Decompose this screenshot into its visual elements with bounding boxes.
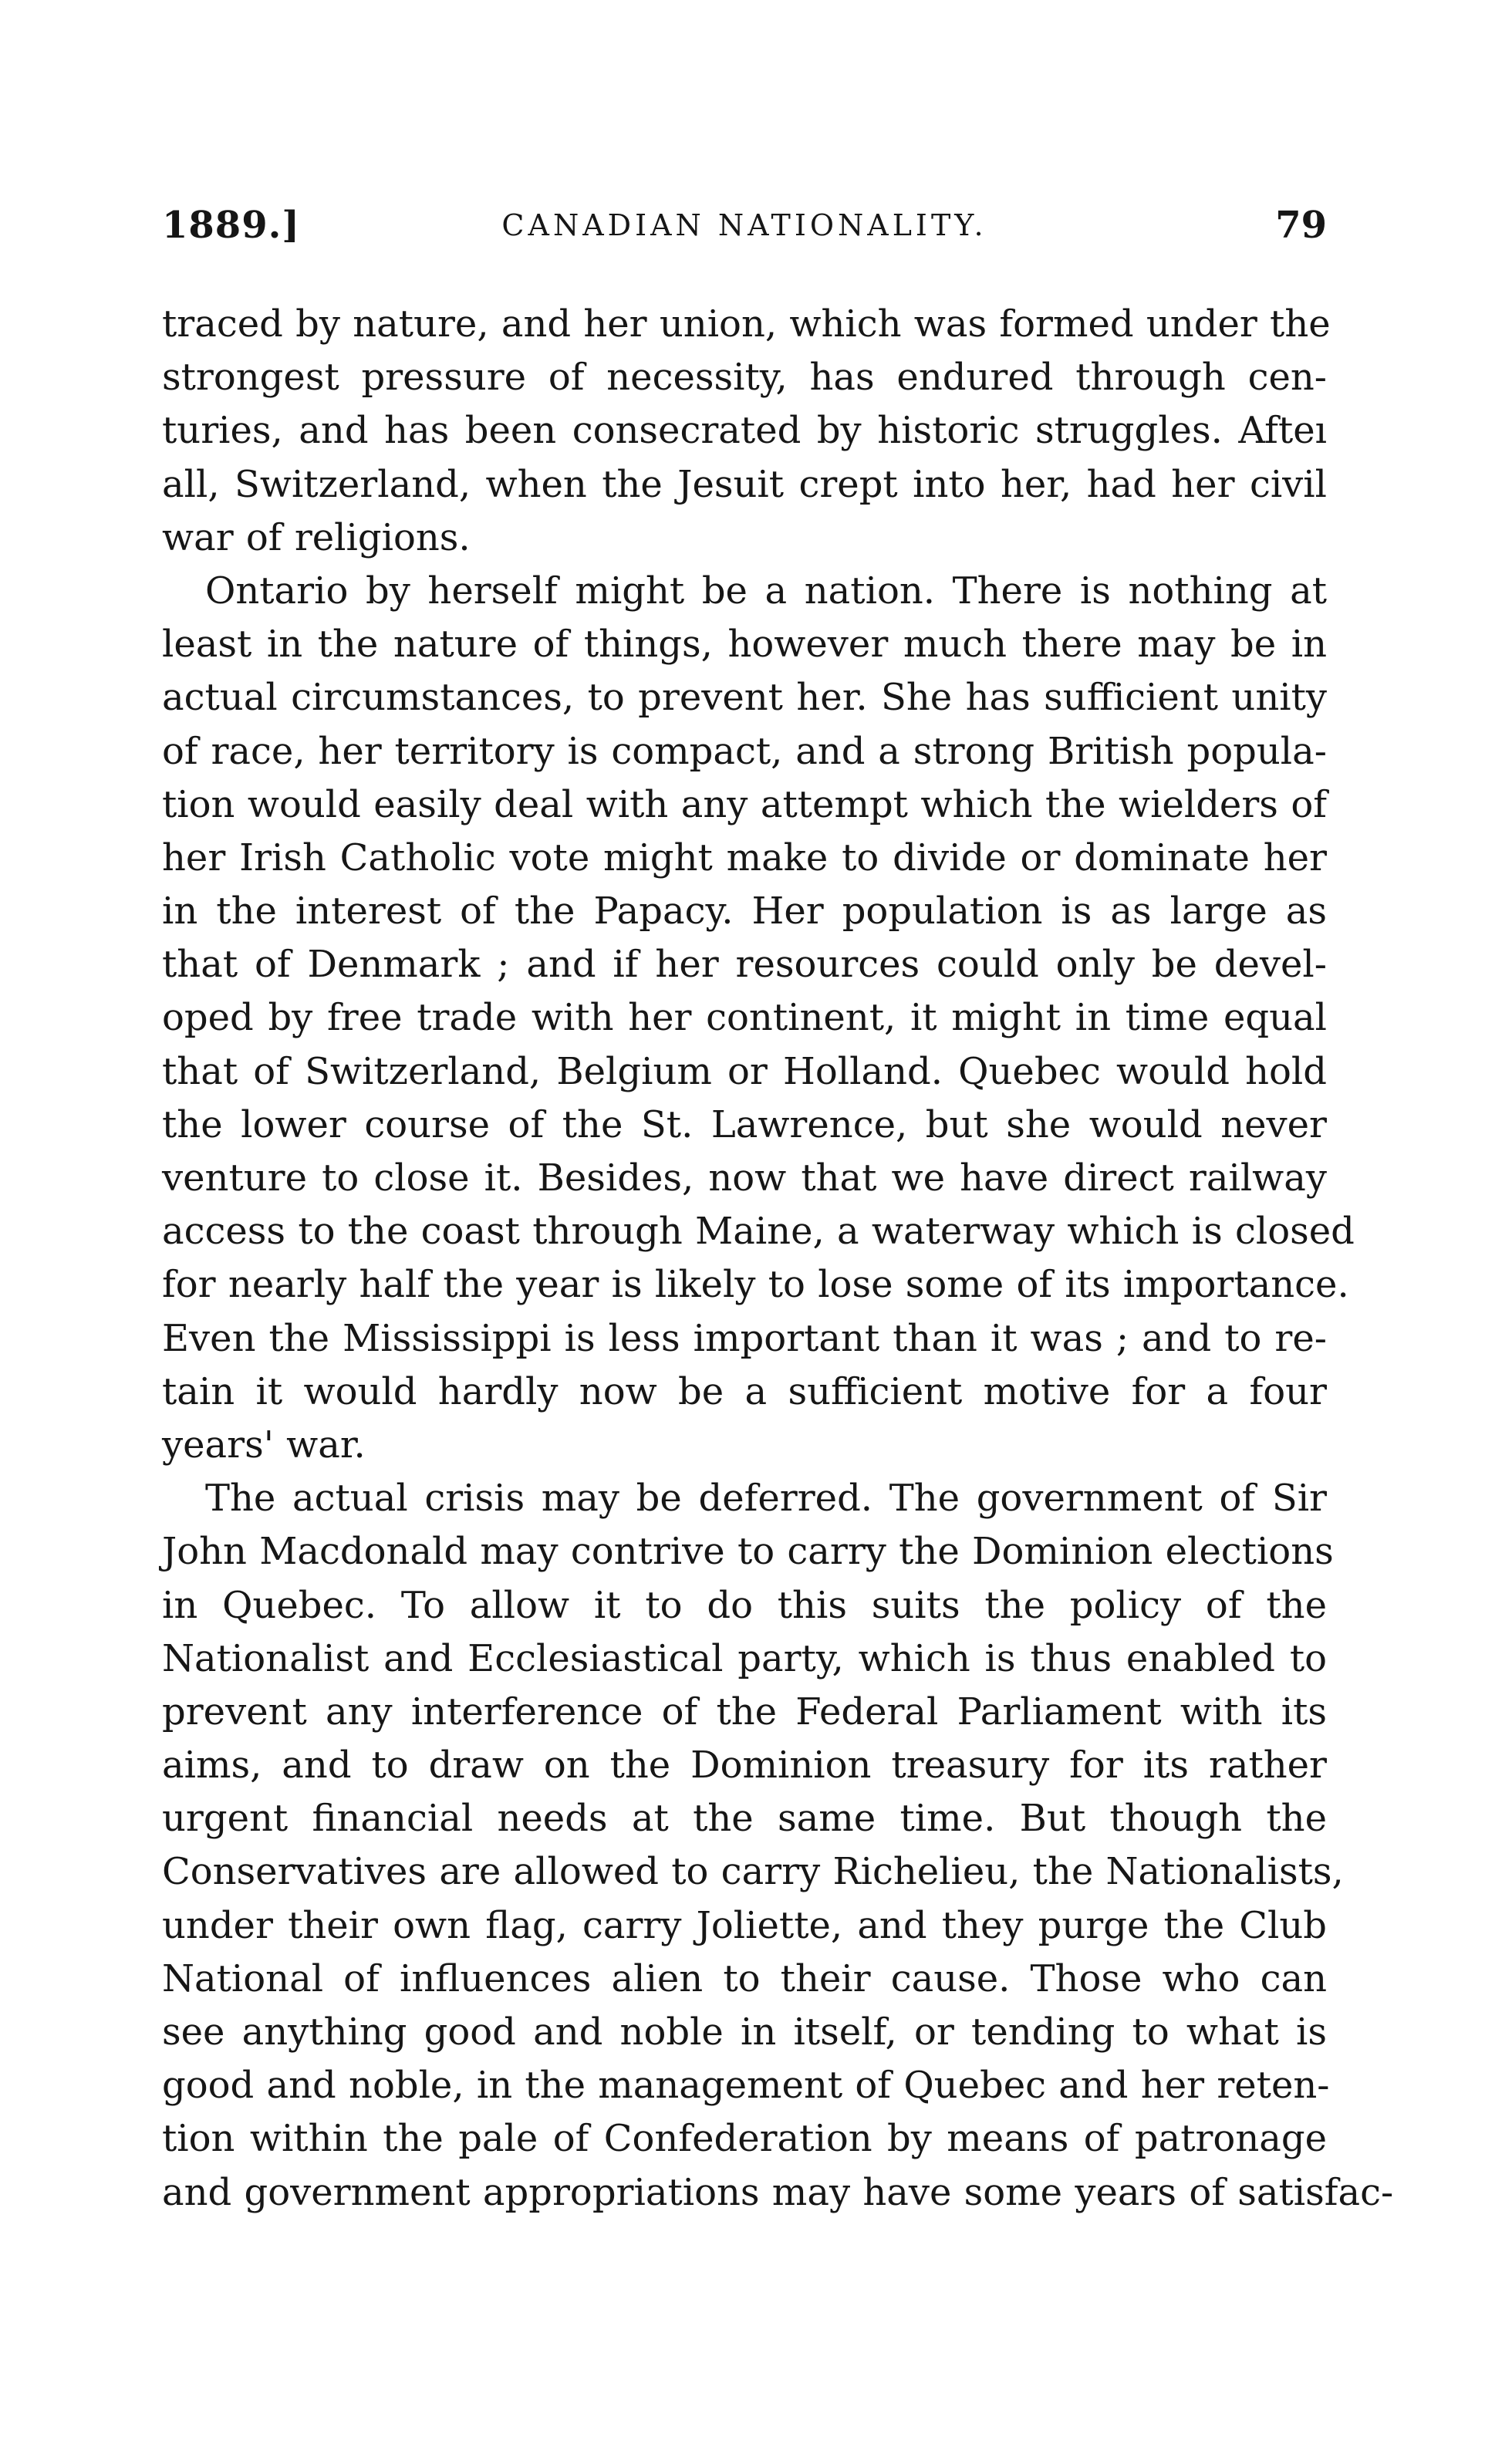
text-line: oped by free trade with her continent, it might in time equal [162, 996, 1327, 1040]
text-line: good and noble, in the management of Quebec and her reten- [162, 2064, 1330, 2108]
running-header [162, 204, 1327, 258]
text-line: for nearly half the year is likely to lose some of its importance. [162, 1263, 1349, 1307]
header-title: CANADIAN NATIONALITY. [501, 208, 987, 242]
page-number: 79 [1275, 204, 1327, 247]
text-line: National of influences alien to their cause. Those who can [162, 1956, 1327, 2000]
text-line: turies, and has been consecrated by historic struggles. Afteı [162, 409, 1327, 453]
text-line: war of religions. [162, 515, 471, 559]
text-line: that of Switzerland, Belgium or Holland. Quebec would hold [162, 1049, 1327, 1093]
text-line: prevent any interference of the Federal Parliament with its [162, 1690, 1327, 1734]
text-line: The actual crisis may be deferred. The government of Sir [205, 1477, 1327, 1521]
body-text [162, 298, 1394, 2220]
text-line: traced by nature, and her union, which was formed under the [162, 302, 1331, 346]
text-line: in the interest of the Papacy. Her population is as large as [162, 890, 1327, 933]
text-line: years' war. [162, 1423, 366, 1467]
text-line: under their own flag, carry Joliette, and they purge the Club [162, 1903, 1327, 1947]
text-line: aims, and to draw on the Dominion treasury for its rather [162, 1744, 1327, 1788]
text-line: all, Switzerland, when the Jesuit crept into her, had her civil [162, 462, 1327, 506]
text-line: Conservatives are allowed to carry Richelieu, the Nationalists, [162, 1850, 1344, 1894]
text-line: venture to close it. Besides, now that we have direct railway [162, 1156, 1327, 1200]
header-year: 1889.] [162, 204, 301, 247]
text-line: tion within the pale of Confederation by means of patronage [162, 2117, 1327, 2161]
text-line: strongest pressure of necessity, has endured through cen- [162, 356, 1327, 400]
text-line: tion would easily deal with any attempt which the wielders of [162, 782, 1327, 826]
text-line: John Macdonald may contrive to carry the Dominion elections [162, 1530, 1334, 1574]
text-line: and government appropriations may have some years of satisfac- [162, 2170, 1394, 2214]
text-line: least in the nature of things, however much there may be in [162, 623, 1327, 667]
text-line: Even the Mississippi is less important than it was ; and to re- [162, 1316, 1327, 1360]
text-line: Nationalist and Ecclesiastical party, which is thus enabled to [162, 1636, 1327, 1680]
text-line: Ontario by herself might be a nation. There is nothing at [205, 569, 1327, 613]
text-line: urgent financial needs at the same time. But though the [162, 1797, 1327, 1841]
text-line: the lower course of the St. Lawrence, but she would never [162, 1102, 1327, 1146]
text-line: see anything good and noble in itself, or tending to what is [162, 2010, 1327, 2054]
text-line: tain it would hardly now be a sufficient motive for a four [162, 1369, 1327, 1413]
text-line: that of Denmark ; and if her resources could only be devel- [162, 943, 1327, 987]
text-line: in Quebec. To allow it to do this suits the policy of the [162, 1583, 1327, 1627]
text-line: actual circumstances, to prevent her. She has sufficient unity [162, 676, 1327, 720]
text-line: access to the coast through Maine, a waterway which is closed [162, 1210, 1355, 1254]
text-line: her Irish Catholic vote might make to divide or dominate her [162, 836, 1327, 879]
text-line: of race, her territory is compact, and a strong British popula- [162, 729, 1327, 773]
